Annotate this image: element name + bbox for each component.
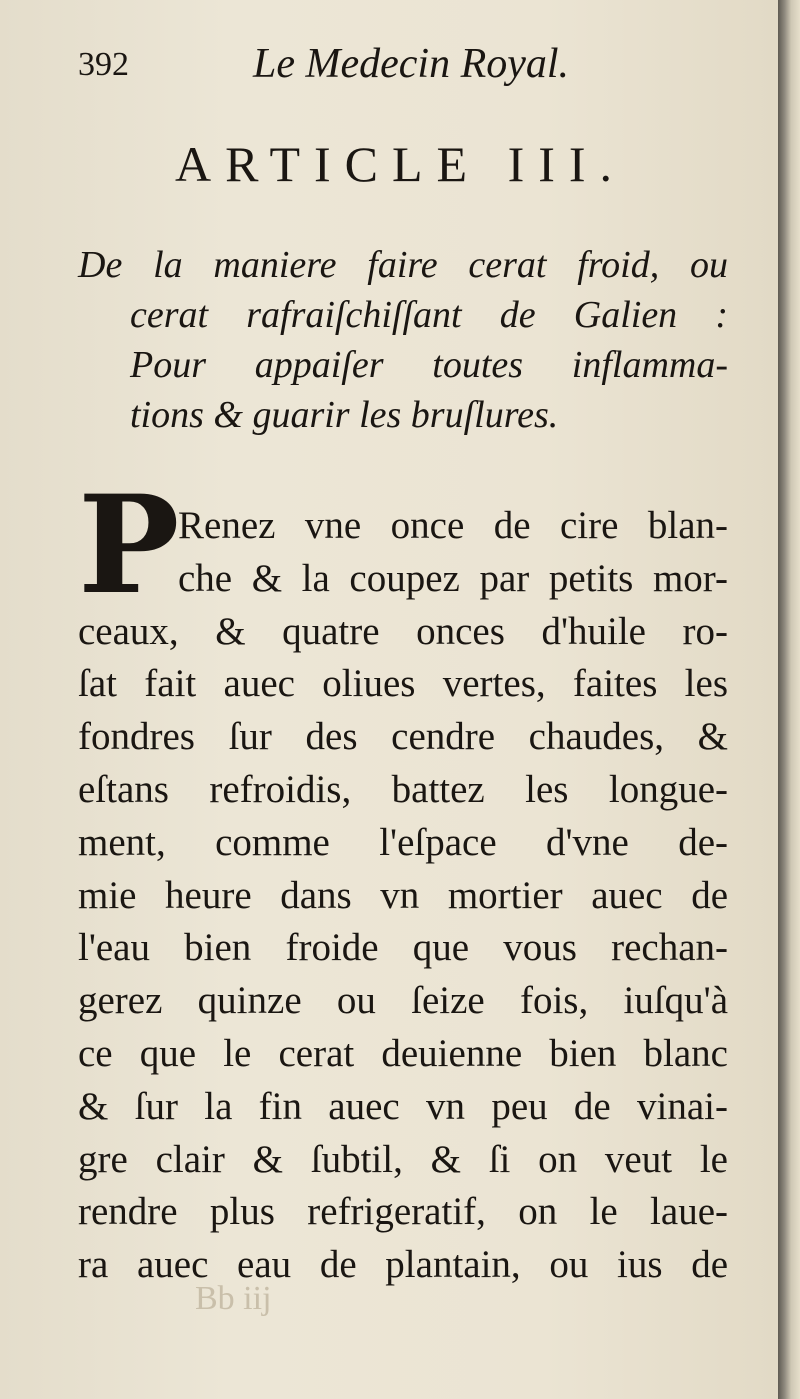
body-line: rendre plus refrigeratif, on le laue- [78,1190,728,1234]
subtitle-line: tions & guarir les bruſlures. [130,394,559,436]
body-line: gerez quinze ou ſeize fois, iuſqu'à [78,979,728,1023]
article-body [78,465,728,1292]
body-line: gre clair & ſubtil, & ſi on veut le [78,1137,728,1181]
body-line: ment, comme l'eſpace d'vne de- [78,820,728,864]
body-line: eſtans refroidis, battez les longue- [78,767,728,811]
body-line: l'eau bien froide que vous rechan- [78,926,728,970]
running-head [78,40,718,100]
running-title: Le Medecin Royal. [253,41,570,87]
drop-cap: P [78,465,180,624]
article-subtitle [78,240,728,440]
page-number: 392 [78,46,129,83]
subtitle-line: De la maniere faire cerat froid, ou [78,244,728,286]
article-heading: ARTICLE III. [175,136,627,192]
catchword: Bb iij [195,1280,272,1317]
body-line: che & la coupez par petits mor- [178,556,728,600]
body-line: Renez vne once de cire blan- [178,504,728,547]
body-line: mie heure dans vn mortier auec de [78,873,728,917]
body-line: ra auec eau de plantain, ou ius de [78,1243,728,1287]
subtitle-line: cerat rafraiſchiſſant de Galien : [130,294,728,336]
body-line: & ſur la fin auec vn peu de vinai- [78,1084,728,1128]
body-line: ceaux, & quatre onces d'huile ro- [78,609,728,653]
body-line: ce que le cerat deuienne bien blanc [78,1031,728,1075]
subtitle-line: Pour appaiſer toutes inflamma- [130,344,728,386]
body-line: fondres ſur des cendre chaudes, & [78,715,728,759]
page-gutter-edge [778,0,800,1399]
body-line: ſat fait auec oliues vertes, faites les [78,662,728,706]
